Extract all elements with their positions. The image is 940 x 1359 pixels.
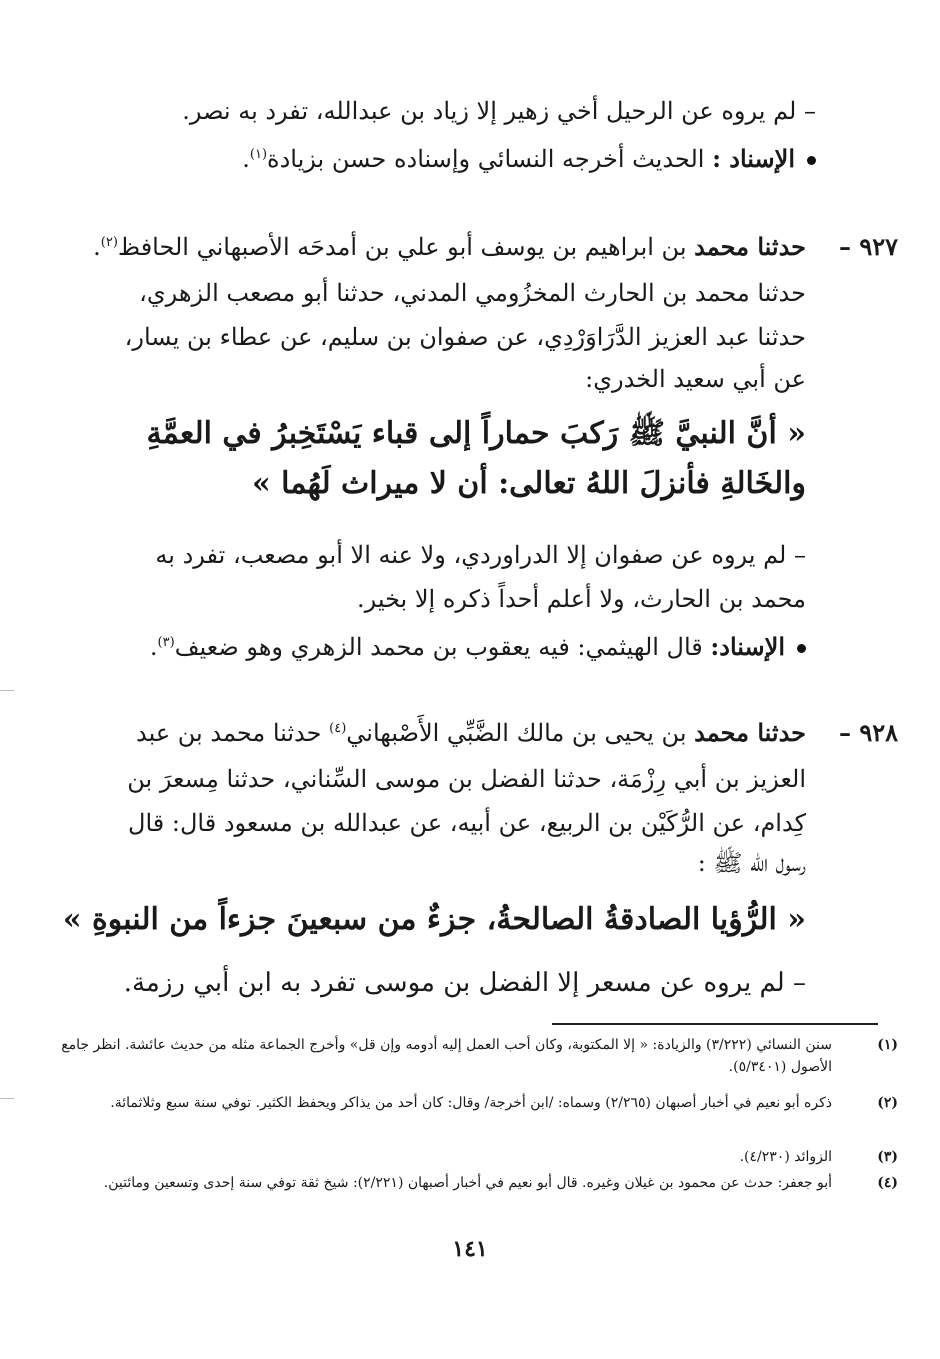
footnote: (٢) ذكره أبو نعيم في أخبار أصبهان (٢/٢٦٥) وسماه: /ابن أخرجة/ وقال: كان أحد من يذاكر ويحفظ الكثير. توفي سنة سبع وثلاثمائة. — [110, 1095, 898, 1111]
hadith-chain-line: حدثنا محمد بن ابراهيم بن يوسف أبو علي بن أمدحَه الأصبهاني الحافظ$^{(٢)}$. — [93, 232, 806, 261]
narration-note: – لم يروه عن الرحيل أخي زهير إلا زياد بن عبدالله، تفرد به نصر. — [182, 97, 816, 125]
hadith-chain-line: حدثنا محمد بن الحارث المخزُومي المدني، حدثنا أبو مصعب الزهري، — [139, 279, 806, 307]
isnad-label: الإسناد : — [712, 144, 795, 173]
scan-mark — [0, 1098, 14, 1099]
hadith-chain-line: رسول الله ﷺ : — [697, 849, 806, 877]
hadith-number: ٩٢٧ – — [838, 232, 898, 261]
scan-mark — [0, 690, 14, 691]
narration-note: – لم يروه عن صفوان إلا الدراوردي، ولا عنه الا أبو مصعب، تفرد به — [155, 541, 806, 569]
footnote-ref: (٣) — [157, 635, 175, 650]
page-number: ١٤١ — [452, 1236, 488, 1262]
hadith-text: والخَالةِ فأنزلَ اللهُ تعالى: أن لا ميراث لَهُما » — [251, 466, 806, 501]
hadith-text: « الرُّؤيا الصادقةُ الصالحةُ، جزءٌ من سبعينَ جزءاً من النبوةِ » — [62, 902, 806, 937]
footnote-ref: (١) — [249, 147, 268, 162]
narration-note: محمد بن الحارث، ولا أعلم أحداً ذكره إلا بخير. — [356, 585, 806, 613]
isnad-line: الإسناد: قال الهيثمي: فيه يعقوب بن محمد الزهري وهو ضعيف$^{(٣)}$. — [150, 630, 806, 664]
hadith-chain-line: كِدام، عن الرُّكَيْن بن الربيع، عن أبيه، عن عبدالله بن مسعود قال: قال — [128, 809, 806, 837]
isnad-label: الإسناد: — [710, 632, 785, 661]
hadith-chain-line: العزيز بن أبي رِزْمَة، حدثنا الفضل بن موسى السِّناني، حدثنا مِسعرَ بن — [127, 765, 806, 793]
footnote: (٤) أبو جعفر: حدث عن محمود بن غيلان وغيره. قال أبو نعيم في أخبار أصبهان (٢/٢٢١): شيخ ثقة توفي سنة إحدى وتسعين ومائتين. — [103, 1175, 898, 1191]
footnote: (١) سنن النسائي (٣/٢٢٢) والزيادة: « إلا المكتوبة، وكان أحب العمل إليه أدومه وإن قل» وأخرج الجماعة مثله من حديث عائشة. انظر جامع الأصول (٥/٣٤٠١). — [61, 1037, 898, 1075]
hadith-text: « أنَّ النبيَّ ﷺ رَكبَ حماراً إلى قباء يَسْتَخِبرُ في العمَّةِ — [146, 416, 806, 451]
bullet-icon — [807, 156, 816, 165]
footnote-ref: (٤) — [329, 721, 347, 736]
bullet-icon — [797, 644, 806, 653]
footnote-separator — [552, 1023, 878, 1025]
footnote-ref: (٢) — [100, 235, 118, 250]
hadith-number: ٩٢٨ – — [838, 718, 898, 747]
hadith-chain-line: عن أبي سعيد الخدري: — [585, 365, 806, 393]
hadith-chain-line: حدثنا عبد العزيز الدَّرَاوَرْدِي، عن صفوان بن سليم، عن عطاء بن يسار، — [124, 323, 806, 351]
narration-note: – لم يروه عن مسعر إلا الفضل بن موسى تفرد به ابن أبي رزمة. — [123, 968, 806, 998]
isnad-line: الإسناد : الحديث أخرجه النسائي وإسناده حسن بزيادة$^{(١)}$. — [242, 142, 816, 176]
footnote: (٣) الزوائد (٤/٢٣٠). — [739, 1149, 898, 1165]
hadith-chain-line: حدثنا محمد بن يحيى بن مالك الضَّبِّي الأَصْبهاني$^{(٤)}$ حدثنا محمد بن عبد — [136, 718, 806, 747]
